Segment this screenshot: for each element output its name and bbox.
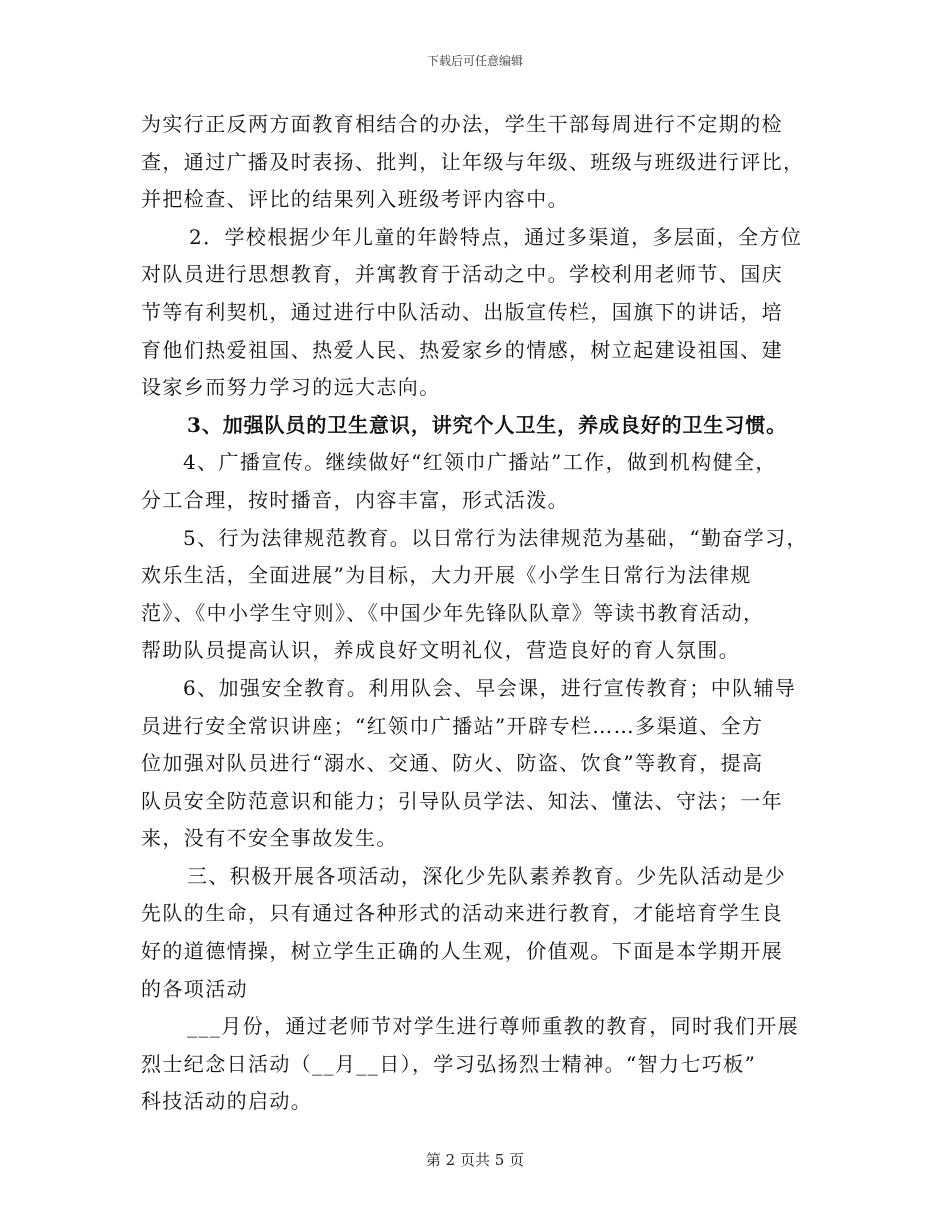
text-line: 3、加强队员的卫生意识，讲究个人卫生，养成良好的卫生习惯。: [187, 412, 788, 437]
text-line: 5、行为法律规范教育。以日常行为法律规范为基础，“勤奋学习，: [183, 525, 808, 550]
text-line: 位加强对队员进行“溺水、交通、防火、防盗、饮食”等教育，提高: [141, 751, 764, 776]
text-line: 先队的生命，只有通过各种形式的活动来进行教育，才能培育学生良: [141, 901, 783, 926]
text-line: 对队员进行思想教育，并寓教育于活动之中。学校利用老师节、国庆: [141, 262, 783, 287]
text-line: 分工合理，按时播音，内容丰富，形式活泼。: [141, 487, 569, 512]
page-footer: 第 2 页共 5 页: [425, 1151, 525, 1169]
text-line: 育他们热爱祖国、热爱人民、热爱家乡的情感，树立起建设祖国、建: [141, 337, 783, 362]
text-line: 范》、《中小学生守则》、《中国少年先锋队队章》等读书教育活动，: [141, 600, 765, 625]
text-line: 三、积极开展各项活动，深化少先队素养教育。少先队活动是少: [187, 863, 787, 888]
text-line: 节等有利契机，通过进行中队活动、出版宣传栏，国旗下的讲话，培: [141, 299, 783, 324]
text-line: 并把检查、评比的结果列入班级考评内容中。: [141, 187, 569, 212]
text-line: 员进行安全常识讲座；“红领巾广播站”开辟专栏……多渠道、全方: [141, 713, 764, 738]
text-line: 查，通过广播及时表扬、批判，让年级与年级、班级与班级进行评比，: [141, 149, 805, 174]
page-header: 下载后可任意编辑: [426, 54, 523, 68]
text-line: 的各项活动: [141, 976, 248, 1001]
text-line: 烈士纪念日活动（__月__日），学习弘扬烈士精神。“智力七巧板”: [141, 1051, 757, 1076]
text-line: 欢乐生活，全面进展”为目标，大力开展《小学生日常行为法律规: [141, 563, 752, 588]
text-line: 为实行正反两方面教育相结合的办法，学生干部每周进行不定期的检: [141, 112, 783, 136]
document-body: [141, 106, 821, 1121]
text-line: 4、广播宣传。继续做好“红领巾广播站”工作，做到机构健全，: [183, 450, 777, 475]
text-line: 设家乡而努力学习的远大志向。: [141, 375, 441, 400]
text-line: 科技活动的启动。: [141, 1089, 313, 1114]
text-line: 6、加强安全教育。利用队会、早会课，进行宣传教育；中队辅导: [183, 675, 797, 700]
text-line: 好的道德情操，树立学生正确的人生观，价值观。下面是本学期开展: [141, 939, 783, 964]
text-line: 2．学校根据少年儿童的年龄特点，通过多渠道，多层面，全方位: [189, 224, 803, 249]
text-line: ___月份，通过老师节对学生进行尊师重教的教育，同时我们开展: [187, 1014, 799, 1039]
text-line: 来，没有不安全事故发生。: [141, 826, 398, 851]
text-line: 队员安全防范意识和能力；引导队员学法、知法、懂法、守法；一年: [141, 788, 783, 813]
text-line: 帮助队员提高认识，养成良好文明礼仪，营造良好的育人氛围。: [141, 638, 741, 663]
